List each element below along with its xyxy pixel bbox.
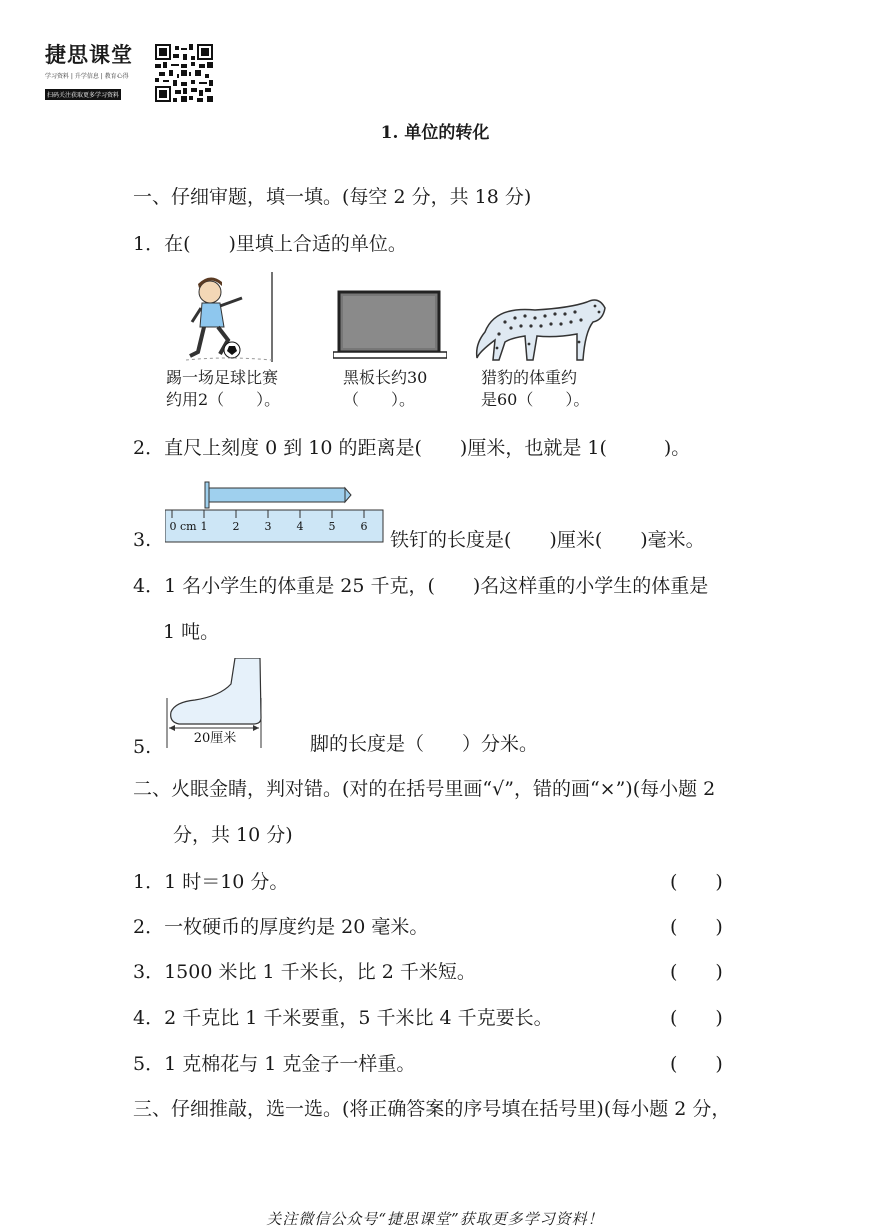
- judge-answer-3[interactable]: ( ): [670, 961, 723, 983]
- judge-item-3: 3．1500 米比 1 千米长，比 2 千米短。: [133, 961, 476, 983]
- judge-answer-1[interactable]: ( ): [670, 871, 723, 893]
- cheetah-illustration: [475, 292, 610, 364]
- ruler-nail-illustration: [165, 480, 385, 545]
- question-5-number: 5.: [133, 736, 152, 758]
- ruler-label-1: 1: [200, 520, 208, 533]
- footer-note: 关注微信公众号“捷思课堂”获取更多学习资料！: [266, 1210, 604, 1228]
- section2-heading-line1: 二、火眼金睛，判对错。(对的在括号里画“√”，错的画“×”)(每小题 2: [133, 778, 716, 800]
- judge-item-4: 4．2 千克比 1 千米要重，5 千米比 4 千克要长。: [133, 1007, 553, 1029]
- caption-soccer: 踢一场足球比赛 约用2（ ）。: [166, 368, 281, 409]
- page-title: 1. 单位的转化: [380, 123, 490, 143]
- foot-length-label: 20厘米: [193, 731, 237, 746]
- soccer-boy-illustration: [186, 272, 280, 364]
- ruler-label-6: 6: [360, 520, 368, 533]
- ruler-label-5: 5: [328, 520, 336, 533]
- question-4-line2: 1 吨。: [163, 621, 220, 643]
- section2-heading-line2: 分，共 10 分): [173, 824, 293, 846]
- judge-item-1: 1．1 时＝10 分。: [133, 871, 289, 893]
- question-5-text: 脚的长度是（ ）分米。: [310, 733, 539, 755]
- blackboard-illustration: [333, 290, 447, 362]
- logo-tags: 学习资料 | 升学信息 | 教育心得: [45, 73, 129, 80]
- section1-heading: 一、仔细审题，填一填。(每空 2 分，共 18 分): [133, 186, 532, 208]
- section3-heading: 三、仔细推敲，选一选。(将正确答案的序号填在括号里)(每小题 2 分，: [133, 1098, 731, 1120]
- judge-answer-4[interactable]: ( ): [670, 1007, 723, 1029]
- caption-blackboard: 黑板长约30 （ ）。: [343, 368, 428, 409]
- question-1: 1．在( )里填上合适的单位。: [133, 233, 407, 255]
- judge-answer-2[interactable]: ( ): [670, 916, 723, 938]
- brand-logo: [45, 42, 145, 101]
- question-4-line1: 4．1 名小学生的体重是 25 千克，( )名这样重的小学生的体重是: [133, 575, 709, 597]
- question-3-text: 铁钉的长度是( )厘米( )毫米。: [390, 529, 705, 551]
- ruler-label-2: 2: [232, 520, 240, 533]
- ruler-label-4: 4: [296, 520, 304, 533]
- judge-item-5: 5．1 克棉花与 1 克金子一样重。: [133, 1053, 416, 1075]
- foot-illustration: [165, 658, 265, 750]
- question-2: 2．直尺上刻度 0 到 10 的距离是( )厘米，也就是 1( )。: [133, 437, 691, 459]
- caption-cheetah: 猎豹的体重约 是60（ ）。: [481, 368, 590, 409]
- judge-item-2: 2．一枚硬币的厚度约是 20 毫米。: [133, 916, 429, 938]
- ruler-label-0: 0 cm: [169, 520, 197, 533]
- question-3-number: 3.: [133, 529, 152, 551]
- ruler-label-3: 3: [264, 520, 272, 533]
- logo-title: 捷思课堂: [45, 42, 133, 67]
- logo-bar: 扫码关注获取更多学习资料: [45, 89, 121, 100]
- qr-code-icon: [155, 44, 213, 102]
- judge-answer-5[interactable]: ( ): [670, 1053, 723, 1075]
